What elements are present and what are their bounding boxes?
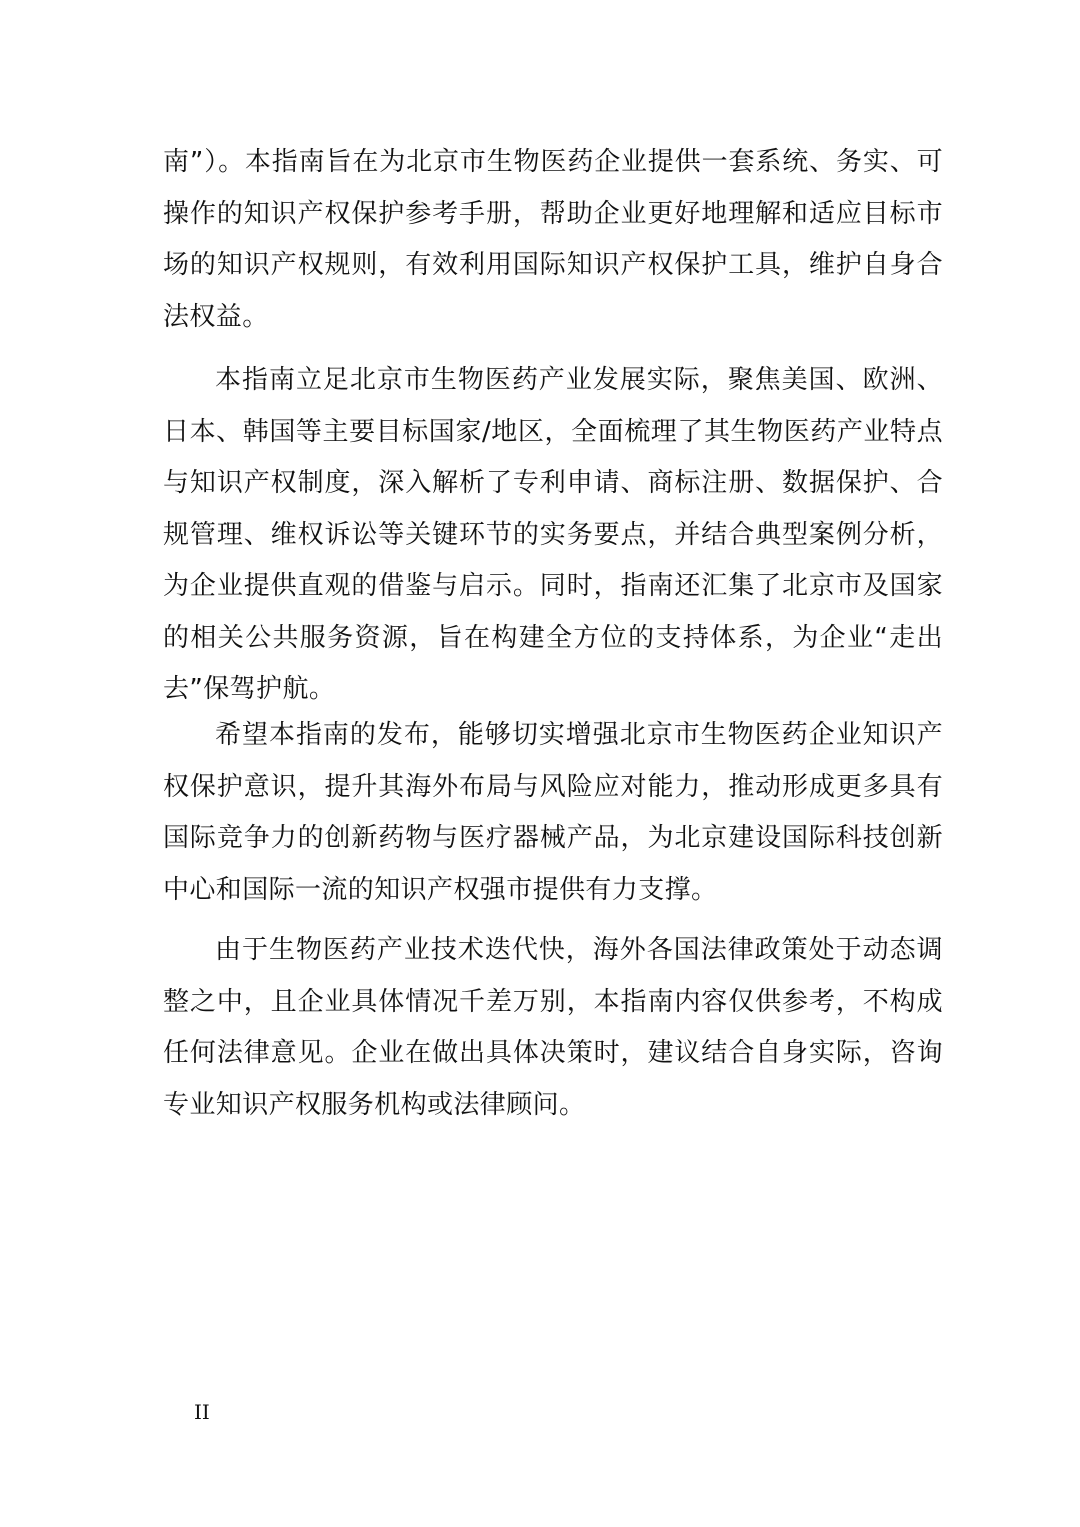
paragraph-continuation: 南”）。本指南旨在为北京市生物医药企业提供一套系统、务实、可操作的知识产权保护参考手册，帮助企业更好地理解和适应目标市场的知识产权规则，有效利用国际知识产权保护工具，维护自身合法权益。	[163, 147, 943, 332]
paragraph-guide-scope: 本指南立足北京市生物医药产业发展实际，聚焦美国、欧洲、日本、韩国等主要目标国家/地区，全面梳理了其生物医药产业特点与知识产权制度，深入解析了专利申请、商标注册、数据保护、合规管理、维权诉讼等关键环节的实务要点，并结合典型案例分析，为企业提供直观的借鉴与启示。同时，指南还汇集了北京市及国家的相关公共服务资源，旨在构建全方位的支持体系，为企业“走出去”保驾护航。	[163, 365, 943, 704]
paragraph-disclaimer: 由于生物医药产业技术迭代快，海外各国法律政策处于动态调整之中，且企业具体情况千差万别，本指南内容仅供参考，不构成任何法律意见。企业在做出具体决策时，建议结合自身实际，咨询专业知识产权服务机构或法律顾问。	[163, 935, 943, 1120]
page-number: II	[194, 1400, 210, 1424]
paragraph-guide-hope: 希望本指南的发布，能够切实增强北京市生物医药企业知识产权保护意识，提升其海外布局与风险应对能力，推动形成更多具有国际竞争力的创新药物与医疗器械产品，为北京建设国际科技创新中心和国际一流的知识产权强市提供有力支撑。	[163, 720, 943, 905]
